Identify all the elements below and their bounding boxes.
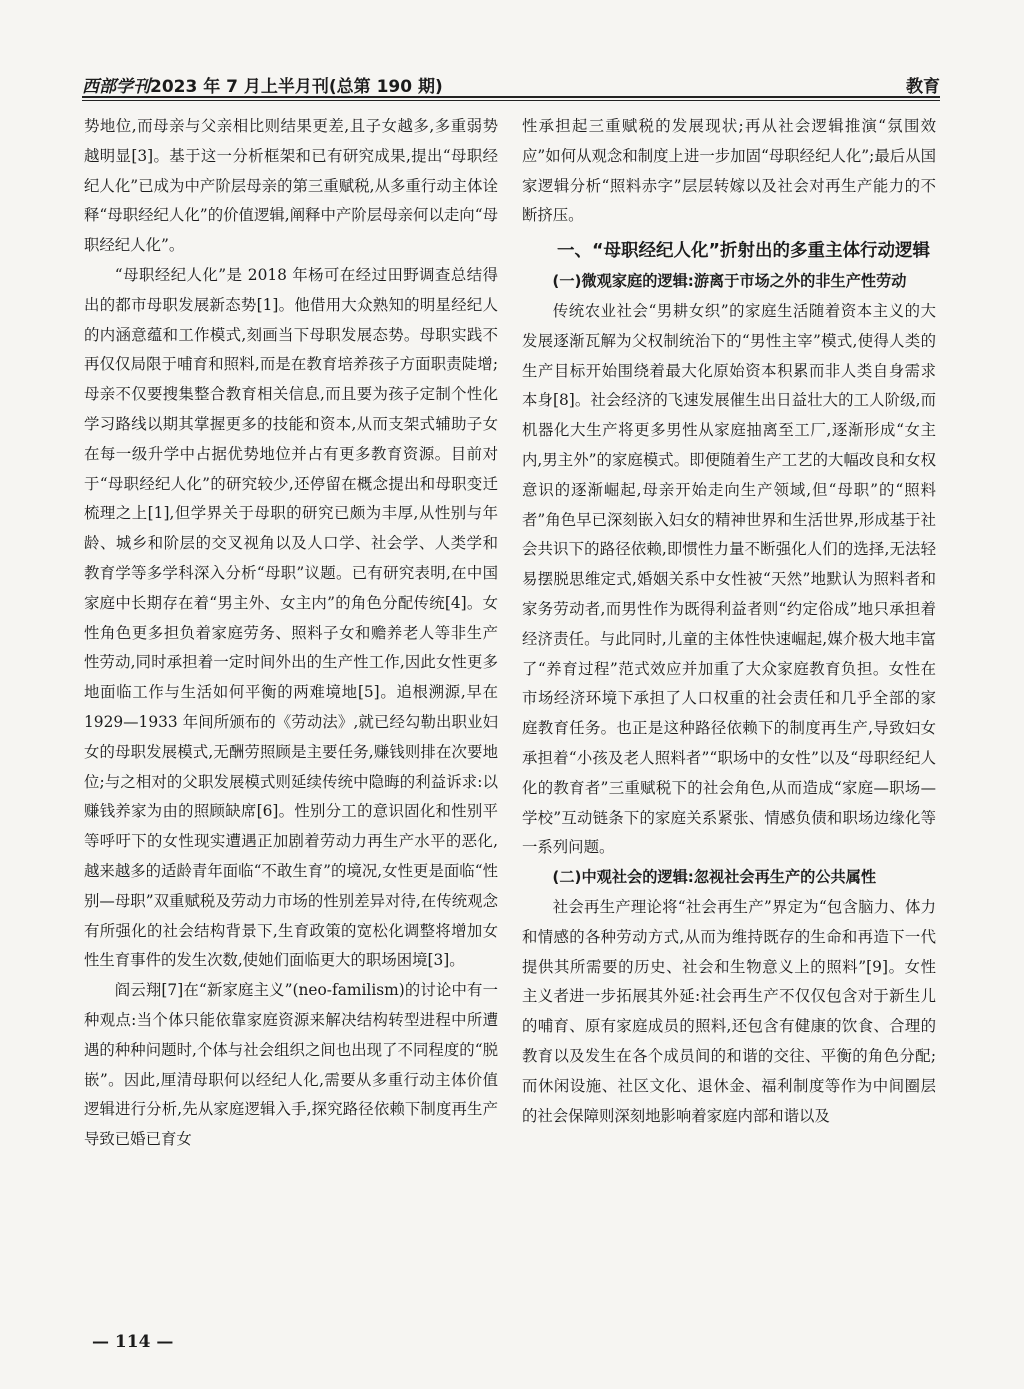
paragraph: 阎云翔[7]在“新家庭主义”(neo-familism)的讨论中有一种观点:当个体只能依靠家庭资源来解决结构转型进程中所遭遇的种种问题时,个体与社会组织之间也出现了不同程度的“脱嵌”。因此,厘清母职何以经纪人化,需要从多重行动主体价值逻辑进行分析,先从家庭逻辑入手,探究路径依赖下制度再生产导致已婚已育女: [84, 981, 498, 1149]
paragraph: 社会再生产理论将“社会再生产”界定为“包含脑力、体力和情感的各种劳动方式,从而为维持既存的生命和再造下一代提供其所需要的历史、社会和生物意义上的照料”[9]。女性主义者进一步拓展其外延:社会再生产不仅仅包含对于新生儿的哺育、原有家庭成员的照料,还包含有健康的饮食、合理的教育以及发生在各个成员间的和谐的交往、平衡的角色分配;而休闲设施、社区文化、退休金、福利制度等作为中间圈层的社会保障则深刻地影响着家庭内部和谐以及: [522, 897, 936, 1125]
header-rule: [82, 96, 940, 98]
header-rule-thin: [82, 100, 940, 101]
subsection-heading: (二)中观社会的逻辑:忽视社会再生产的公共属性: [552, 868, 877, 887]
paragraph: 势地位,而母亲与父亲相比则结果更差,且子女越多,多重弱势越明显[3]。基于这一分析框架和已有研究成果,提出“母职经纪人化”已成为中产阶层母亲的第三重赋税,从多重行动主体诠释“母职经纪人化”的价值逻辑,阐释中产阶层母亲何以走向“母职经纪人化”。: [84, 117, 498, 255]
section-heading: 一、“母职经纪人化”折射出的多重主体行动逻辑: [557, 241, 931, 262]
page-header: [82, 68, 940, 102]
paragraph: 传统农业社会“男耕女织”的家庭生活随着资本主义的大发展逐渐瓦解为父权制统治下的“男性主宰”模式,使得人类的生产目标开始围绕着最大化原始资本积累而非人类自身需求本身[8]。社会经济的飞速发展催生出日益壮大的工人阶级,而机器化大生产将更多男性从家庭抽离至工厂,逐渐形成“女主内,男主外”的家庭模式。即便随着生产工艺的大幅改良和女权意识的逐渐崛起,母亲开始走向生产领域,但“母职”的“照料者”角色早已深刻嵌入妇女的精神世界和生活世界,形成基于社会共识下的路径依赖,即惯性力量不断强化人们的选择,无法轻易摆脱思维定式,婚姻关系中女性被“天然”地默认为照料者和家务劳动者,而男性作为既得利益者则“约定俗成”地只承担着经济责任。与此同时,儿童的主体性快速崛起,媒介极大地丰富了“养育过程”范式效应并加重了大众家庭教育负担。女性在市场经济环境下承担了人口权重的社会责任和几乎全部的家庭教育任务。也正是这种路径依赖下的制度再生产,导致妇女承担着“小孩及老人照料者”“职场中的女性”以及“母职经纪人化的教育者”三重赋税下的社会角色,从而造成“家庭—职场—学校”互动链条下的家庭关系紧张、情感负债和职场边缘化等一系列问题。: [522, 301, 936, 857]
page-number: — 114 —: [92, 1332, 174, 1352]
left-column: [84, 112, 498, 1322]
section-label: 教育: [906, 77, 940, 97]
right-column: [522, 112, 936, 1322]
paragraph: “母职经纪人化”是 2018 年杨可在经过田野调查总结得出的都市母职发展新态势[1]。他借用大众熟知的明星经纪人的内涵意蕴和工作模式,刻画当下母职发展态势。母职实践不再仅仅局限于哺育和照料,而是在教育培养孩子方面职责陡增;母亲不仅要搜集整合教育相关信息,而且要为孩子定制个性化学习路线以期其掌握更多的技能和资本,从而支架式辅助子女在每一级升学中占据优势地位并占有更多教育资源。目前对于“母职经纪人化”的研究较少,还停留在概念提出和母职变迁梳理之上[1],但学界关于母职的研究已颇为丰厚,从性别与年龄、城乡和阶层的交叉视角以及人口学、社会学、人类学和教育学等多学科深入分析“母职”议题。已有研究表明,在中国家庭中长期存在着“男主外、女主内”的角色分配传统[4]。女性角色更多担负着家庭劳务、照料子女和赡养老人等非生产性劳动,同时承担着一定时间外出的生产性工作,因此女性更多地面临工作与生活如何平衡的两难境地[5]。追根溯源,早在 1929—1933 年间所颁布的《劳动法》,就已经勾勒出职业妇女的母职发展模式,无酬劳照顾是主要任务,赚钱则排在次要地位;与之相对的父职发展模式则延续传统中隐晦的利益诉求:以赚钱养家为由的照顾缺席[6]。性别分工的意识固化和性别平等呼吁下的女性现实遭遇正加剧着劳动力再生产水平的恶化,越来越多的适龄青年面临“不敢生育”的境况,女性更是面临“性别—母职”双重赋税及劳动力市场的性别差异对待,在传统观念有所强化的社会结构背景下,生育政策的宽松化调整将增加女性生育事件的发生次数,使她们面临更大的职场困境[3]。: [84, 265, 498, 970]
paragraph: 性承担起三重赋税的发展现状;再从社会逻辑推演“氛围效应”如何从观念和制度上进一步加固“母职经纪人化”;最后从国家逻辑分析“照料赤字”层层转嫁以及社会对再生产能力的不断挤压。: [522, 117, 936, 225]
journal-header: [82, 72, 443, 97]
issue-info: 2023 年 7 月上半月刊(总第 190 期): [150, 77, 443, 97]
journal-logo: 西部学刊: [82, 77, 150, 97]
subsection-heading: (一)微观家庭的逻辑:游离于市场之外的非生产性劳动: [552, 272, 907, 291]
